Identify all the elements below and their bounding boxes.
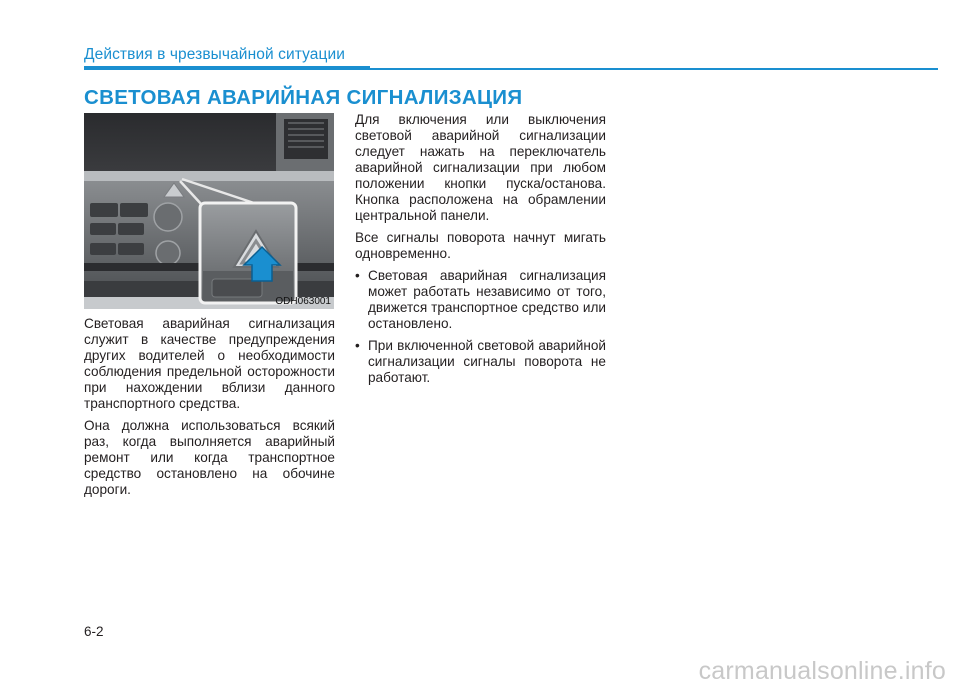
right-column bbox=[355, 112, 606, 392]
page-heading: СВЕТОВАЯ АВАРИЙНАЯ СИГНАЛИЗАЦИЯ bbox=[84, 86, 523, 109]
header-rule-thin bbox=[370, 68, 938, 70]
list-item bbox=[355, 268, 606, 332]
list-item-text: Световая аварийная сигнализация может работать независимо от того, движется транспортное средство или остановлено. bbox=[368, 268, 606, 331]
page-number: 6-2 bbox=[84, 624, 104, 639]
header-rule-thick bbox=[84, 66, 370, 70]
bullet-list bbox=[355, 268, 606, 386]
bullet-icon: • bbox=[355, 338, 360, 353]
watermark: carmanualsonline.info bbox=[698, 657, 946, 685]
section-title: Действия в чрезвычайной ситуации bbox=[84, 46, 345, 63]
left-column bbox=[84, 316, 335, 504]
list-item bbox=[355, 338, 606, 386]
paragraph: Световая аварийная сигнализация служит в качестве предупреждения других водителей о необходимости соблюдения предельной осторожности при нахождении вблизи данного транспортного средства. bbox=[84, 316, 335, 411]
paragraph: Для включения или выключения световой аварийной сигнализации следует нажать на переключатель аварийной сигнализации при любом положении кнопки пуска/останова. Кнопка расположена на обрамлении центральной панели. bbox=[355, 112, 606, 223]
paragraph: Все сигналы поворота начнут мигать одновременно. bbox=[355, 230, 606, 261]
bullet-icon: • bbox=[355, 268, 360, 283]
list-item-text: При включенной световой аварийной сигнализации сигналы поворота не работают. bbox=[368, 338, 606, 385]
paragraph: Она должна использоваться всякий раз, когда выполняется аварийный ремонт или когда транспортное средство остановлено на обочине дороги. bbox=[84, 418, 335, 497]
dashboard-photo bbox=[84, 113, 334, 309]
figure-code: ODH063001 bbox=[275, 296, 331, 307]
